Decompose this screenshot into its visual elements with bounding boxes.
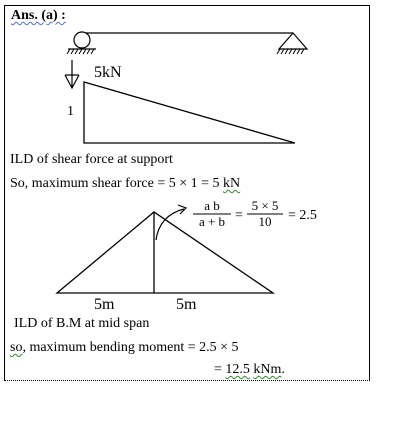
result-value-2-5: = 2.5 <box>288 208 317 223</box>
fraction1-denominator: a + b <box>198 214 226 229</box>
roller-hatch <box>67 49 94 54</box>
bm-ild-triangle <box>57 212 273 293</box>
fraction1-numerator: a b <box>204 198 220 213</box>
bm-result-line <box>10 340 239 356</box>
bm-final-prefix: = <box>214 362 226 377</box>
bm-result-so: so <box>10 340 23 355</box>
bm-final-unit: kNm <box>253 362 282 377</box>
left-span-label: 5m <box>94 296 115 313</box>
shear-ild-diagram <box>65 60 295 143</box>
roller-support-icon <box>74 32 90 48</box>
bm-final-value: 12.5 <box>225 362 250 377</box>
shear-ild-caption: ILD of shear force at support <box>10 152 173 167</box>
load-label: 5kN <box>94 64 122 81</box>
bm-final-line <box>214 362 285 378</box>
pin-support-icon <box>279 33 307 49</box>
right-span-label: 5m <box>176 296 197 313</box>
bm-final-suffix: . <box>281 362 285 377</box>
ordinate-label: 1 <box>67 104 74 119</box>
pin-hatch <box>277 49 304 54</box>
equals-sign-1: = <box>235 208 243 223</box>
answer-label-text: Ans. (a) : <box>11 8 66 23</box>
fraction2-numerator: 5 × 5 <box>251 198 279 213</box>
fraction2-denominator: 10 <box>258 214 272 229</box>
beam-diagram <box>67 32 307 54</box>
bm-result-text: , maximum bending moment = 2.5 × 5 <box>22 340 239 355</box>
shear-result-unit: kN <box>223 176 241 191</box>
shear-result-line <box>10 176 240 192</box>
shear-result-text: So, maximum shear force = 5 × 1 = 5 <box>10 176 224 191</box>
bm-ild-diagram <box>57 198 317 313</box>
bm-ild-caption: ILD of B.M at mid span <box>14 316 150 331</box>
shear-ild-triangle <box>84 82 295 143</box>
